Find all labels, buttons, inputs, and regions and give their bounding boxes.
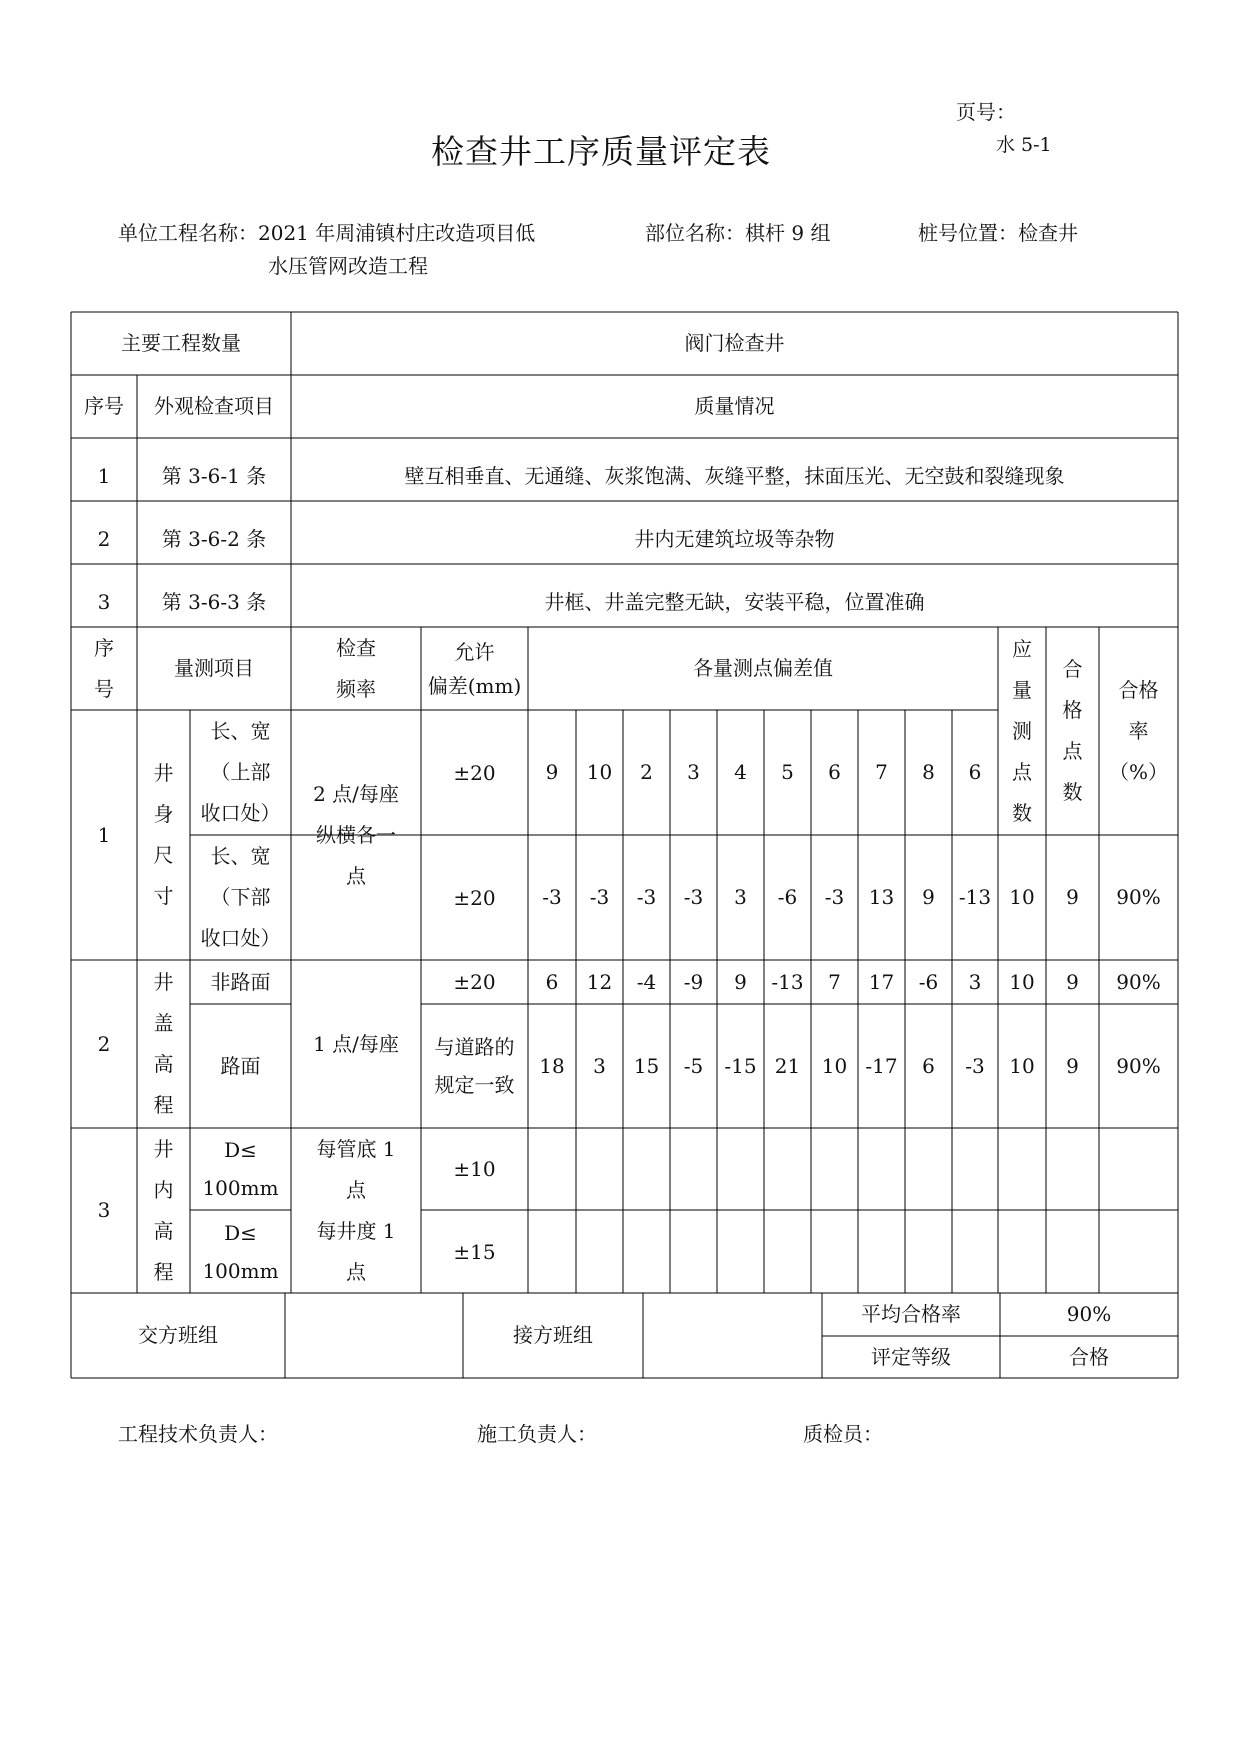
deviation-value: 6 — [922, 1053, 935, 1078]
measure-sub-item: D≤ 100mm — [202, 1220, 279, 1283]
measure-sub-item: D≤ 100mm — [202, 1138, 279, 1200]
should-count: 10 — [1009, 1053, 1035, 1078]
deviation-value: -13 — [958, 885, 992, 909]
group-name: 井 内 高 程 — [153, 1136, 174, 1284]
deviation-value: 12 — [586, 969, 613, 994]
deviation-value — [670, 1128, 717, 1210]
page-number-label: 页号： — [956, 100, 1016, 124]
tech-lead-signature: 工程技术负责人： — [118, 1422, 278, 1446]
pass-count: 9 — [1066, 885, 1079, 909]
measure-pass-header: 合 格 点 数 — [1062, 657, 1083, 804]
construction-lead-signature: 施工负责人： — [477, 1422, 597, 1446]
pass-rate: 90% — [1116, 969, 1161, 994]
deviation-value: -3 — [965, 1053, 985, 1078]
deviation-value: 7 — [828, 969, 841, 994]
deviation-value — [764, 1210, 811, 1293]
should-count: 10 — [1009, 885, 1035, 909]
pass-count — [1046, 1128, 1099, 1210]
measure-tolerance: 与道路的 规定一致 — [434, 1035, 515, 1097]
deviation-value: 17 — [868, 969, 895, 994]
handover-team-label: 交方班组 — [138, 1323, 218, 1347]
appearance-item: 第 3-6-1 条 — [161, 464, 267, 488]
measure-tolerance-header: 允许 偏差(mm) — [427, 639, 522, 698]
pass-rate: 90% — [1116, 1053, 1161, 1078]
appearance-item: 第 3-6-3 条 — [161, 590, 267, 614]
appearance-quality: 井内无建筑垃圾等杂物 — [634, 527, 835, 551]
appearance-quality: 井框、井盖完整无缺，安装平稳，位置准确 — [544, 590, 925, 614]
deviation-value: 5 — [781, 760, 794, 784]
grade-label: 评定等级 — [871, 1344, 951, 1369]
deviation-value: -5 — [683, 1053, 704, 1078]
grade-value: 合格 — [1069, 1344, 1109, 1369]
should-count — [998, 1210, 1046, 1293]
group-frequency: 2 点/每座 纵横各一 点 — [313, 781, 399, 888]
measure-sub-item: 路面 — [220, 1054, 261, 1078]
pass-count: 9 — [1066, 1053, 1079, 1078]
main-quantity-value: 阀门检查井 — [684, 331, 785, 355]
measure-sub-item: 非路面 — [210, 970, 271, 994]
group-no: 1 — [97, 822, 111, 847]
deviation-value — [576, 1128, 623, 1210]
deviation-value: 8 — [922, 760, 935, 784]
should-count — [998, 1128, 1046, 1210]
appearance-no: 2 — [97, 527, 111, 551]
pass-count: 9 — [1066, 969, 1079, 994]
deviation-value: 9 — [734, 969, 747, 994]
main-quantity-label: 主要工程数量 — [121, 331, 241, 355]
measure-should-header: 应 量 测 点 数 — [1012, 636, 1032, 825]
part-name: 部位名称：棋杆 9 组 — [645, 221, 831, 245]
receive-team-value — [643, 1293, 822, 1378]
unit-project-name-cont: 水压管网改造工程 — [268, 254, 428, 278]
deviation-value — [858, 1210, 905, 1293]
deviation-value: -17 — [865, 1053, 898, 1078]
appearance-no: 3 — [97, 590, 111, 614]
deviation-value: -6 — [918, 969, 939, 994]
deviation-value — [717, 1128, 764, 1210]
deviation-value: 6 — [968, 760, 982, 784]
appearance-quality: 壁互相垂直、无通缝、灰浆饱满、灰缝平整，抹面压光、无空鼓和裂缝现象 — [404, 464, 1065, 488]
deviation-value: 18 — [539, 1053, 565, 1078]
seq-header: 序号 — [84, 394, 124, 418]
deviation-value: 13 — [868, 885, 895, 909]
group-no: 3 — [97, 1198, 111, 1222]
page-title: 检查井工序质量评定表 — [431, 132, 771, 171]
deviation-value — [528, 1128, 576, 1210]
deviation-value: 15 — [633, 1053, 660, 1078]
quality-header: 质量情况 — [694, 394, 775, 418]
avg-pass-rate-label: 平均合格率 — [861, 1302, 961, 1326]
deviation-value: -3 — [683, 885, 704, 909]
deviation-value: 9 — [545, 760, 559, 784]
deviation-value: -3 — [824, 885, 845, 909]
appearance-item: 第 3-6-2 条 — [161, 527, 267, 551]
deviation-value: 3 — [687, 760, 700, 784]
measure-seq-header: 序 号 — [94, 635, 114, 701]
deviation-value: 4 — [734, 760, 747, 784]
measure-deviations-header: 各量测点偏差值 — [693, 656, 833, 680]
form-code: 水 5-1 — [996, 134, 1052, 156]
pass-rate — [1099, 1128, 1178, 1210]
receive-team-label: 接方班组 — [513, 1323, 593, 1347]
deviation-value — [764, 1128, 811, 1210]
deviation-value: 21 — [774, 1053, 801, 1078]
deviation-value — [576, 1210, 623, 1293]
deviation-value: -4 — [636, 969, 657, 994]
measure-rate-header: 合格 率 （%） — [1108, 677, 1168, 784]
deviation-value — [717, 1210, 764, 1293]
measure-freq-header: 检查 频率 — [336, 635, 376, 701]
pass-count — [1046, 1210, 1099, 1293]
deviation-value — [623, 1128, 670, 1210]
measure-sub-item: 长、宽 （上部 收口处） — [200, 719, 281, 825]
deviation-value: 3 — [734, 885, 747, 909]
unit-project-name: 单位工程名称：2021 年周浦镇村庄改造项目低 — [118, 221, 536, 245]
group-frequency: 1 点/每座 — [313, 1031, 399, 1056]
deviation-value: -9 — [683, 969, 704, 994]
deviation-value: -6 — [777, 885, 798, 909]
deviation-value: 6 — [545, 969, 559, 994]
deviation-value: -15 — [724, 1053, 757, 1078]
handover-team-value — [285, 1293, 463, 1378]
deviation-value: 7 — [875, 760, 888, 784]
deviation-value: 6 — [828, 760, 841, 784]
pass-rate — [1099, 1210, 1178, 1293]
measure-tolerance: ±20 — [453, 970, 496, 994]
measure-tolerance: ±10 — [453, 1157, 496, 1181]
deviation-value — [905, 1128, 952, 1210]
deviation-value: -3 — [542, 885, 562, 909]
pass-rate: 90% — [1116, 885, 1161, 909]
measure-tolerance: ±15 — [453, 1239, 496, 1264]
deviation-value — [952, 1128, 998, 1210]
deviation-value: 3 — [968, 969, 982, 994]
pile-location: 桩号位置：检查井 — [918, 221, 1078, 245]
group-name: 井 身 尺 寸 — [153, 761, 174, 908]
group-frequency: 每管底 1 点 每井度 1 点 — [316, 1136, 396, 1284]
should-count: 10 — [1009, 969, 1035, 994]
group-no: 2 — [97, 1031, 111, 1056]
deviation-value: 2 — [640, 760, 653, 784]
deviation-value: -3 — [589, 885, 610, 909]
deviation-value: -3 — [636, 885, 657, 909]
group-name: 井 盖 高 程 — [153, 970, 174, 1117]
appearance-header: 外观检查项目 — [154, 394, 274, 418]
deviation-value — [858, 1128, 905, 1210]
deviation-value: 10 — [586, 760, 613, 784]
deviation-value — [905, 1210, 952, 1293]
deviation-value — [811, 1128, 858, 1210]
measure-tolerance: ±20 — [453, 885, 496, 910]
appearance-no: 1 — [97, 464, 111, 488]
measure-tolerance: ±20 — [453, 760, 496, 785]
deviation-value: -13 — [771, 969, 804, 994]
inspector-signature: 质检员： — [803, 1422, 883, 1446]
deviation-value — [952, 1210, 998, 1293]
deviation-value — [528, 1210, 576, 1293]
measure-item-header: 量测项目 — [174, 656, 254, 680]
deviation-value: 10 — [821, 1053, 848, 1078]
deviation-value: 9 — [922, 885, 935, 909]
deviation-value — [623, 1210, 670, 1293]
deviation-value — [811, 1210, 858, 1293]
avg-pass-rate-value: 90% — [1066, 1302, 1112, 1326]
measure-sub-item: 长、宽 （下部 收口处） — [200, 844, 281, 950]
deviation-value: 3 — [593, 1053, 606, 1078]
deviation-value — [670, 1210, 717, 1293]
